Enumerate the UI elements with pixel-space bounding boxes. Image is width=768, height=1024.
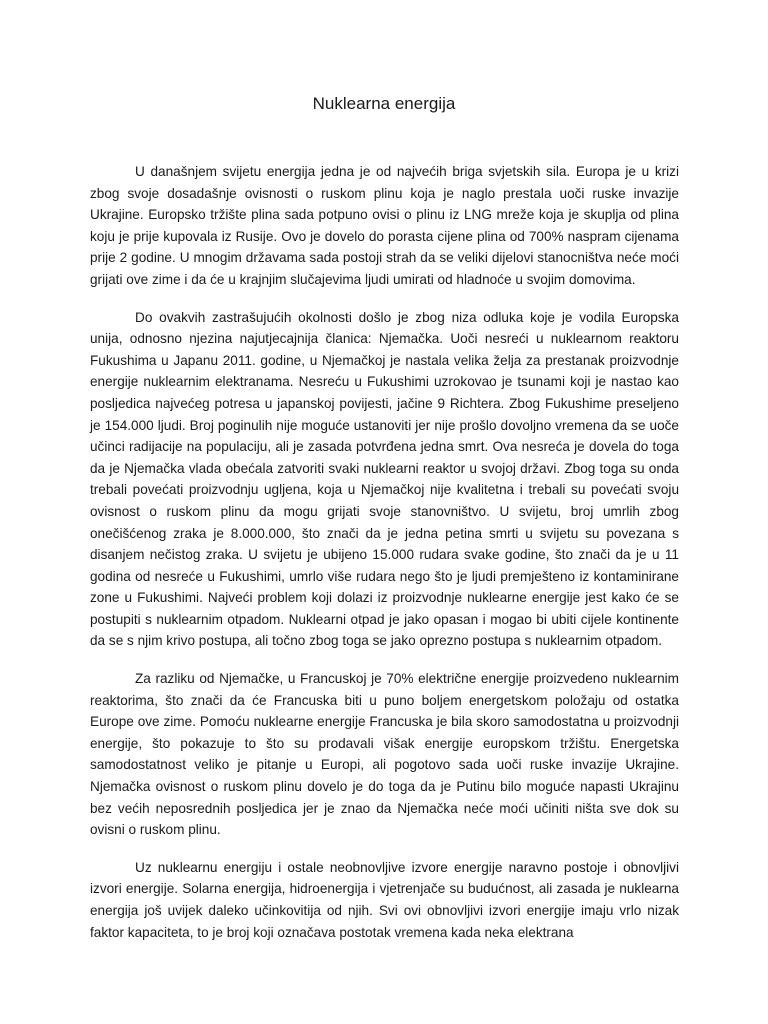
paragraph-4: Uz nuklearnu energiju i ostale neobnovljive izvore energije naravno postoje i obnovljivi izvori energije. Solarna energija, hidroenergija i vjetrenjače su budućnost, ali zasada je nuklearna energija još uvijek daleko učinkovitija od njih. Svi ovi obnovljivi izvori energije imaju vrlo nizak faktor kapaciteta, to je broj koji označava postotak vremena kada neka elektrana [90,859,679,940]
paragraph-1: U današnjem svijetu energija jedna je od najvećih briga svjetskih sila. Europa je u krizi zbog svoje dosadašnje ovisnosti o ruskom plinu koja je naglo prestala uoči ruske invazije Ukrajine. Europsko tržište plina sada potpuno ovisi o plinu iz LNG mreže koja je skuplja od plina koju je prije kupovala iz Rusije. Ovo je dovelo do porasta cijene plina od 700% naspram cijenama prije 2 godine. U mnogim državama sada postoji strah da se veliki dijelovi stanocništva neće moći grijati ove zime i da će u krajnjim slučajevima ljudi umirati od hladnoće u svojim domovima. [90,164,679,287]
paragraph-2: Do ovakvih zastrašujućih okolnosti došlo je zbog niza odluka koje je vodila Europska unija, odnosno njezina najutjecajnija članica: Njemačka. Uoči nesreći u nuklearnom reaktoru Fukushima u Japanu 2011. godine, u Njemačkoj je nastala velika želja za prestanak proizvodnje energije nuklearnim elektranama. Nesreću u Fukushimi uzrokovao je tsunami koji je nastao kao posljedica najvećeg potresa u japanskoj povijesti, jačine 9 Richtera. Zbog Fukushime preseljeno je 154.000 ljudi. Broj poginulih nije moguće ustanoviti jer nije prošlo dovoljno vremena da se uoče učinci radijacije na populaciju, ali je zasada potvrđena jedna smrt. Ova nesreća je dovela do toga da je Njemačka vlada obećala zatvoriti svaki nuklearni reaktor u svojoj državi. Zbog toga su onda trebali povećati proizvodnju ugljena, koja u Njemačkoj nije kvalitetna i trebali su povećati svoju ovisnost o ruskom plinu da mogu grijati svoje stanovništvo. U svijetu, broj umrlih zbog onečišćenog zraka je 8.000.000, što znači da je jedna petina smrti u svijetu su povezana s disanjem nečistog zraka. U svijetu je ubijeno 15.000 rudara svake godine, što znači da je u 11 godina od nesreće u Fukushimi, umrlo više rudara nego što je ljudi premješteno iz kontaminirane zone u Fukushimi. Najveći problem koji dolazi iz proizvodnje nuklearne energije jest kako će se postupiti s nuklearnim otpadom. Nuklearni otpad je jako opasan i mogao bi ubiti cijele kontinente da se s njim krivo postupa, ali točno zbog toga se jako oprezno postupa s nuklearnim otpadom. [90,309,679,649]
document-title: Nuklearna energija [312,94,456,113]
paragraph-3: Za razliku od Njemačke, u Francuskoj je 70% električne energije proizvedeno nuklearnim reaktorima, što znači da će Francuska biti u puno boljem energetskom položaju od ostatka Europe ove zime. Pomoću nuklearne energije Francuska je bila skoro samodostatna u proizvodnji energije, što pokazuje to što su prodavali višak energije europskom tržištu. Energetska samodostatnost veliko je pitanje u Europi, ali pogotovo sada uoči ruske invazije Ukrajine. Njemačka ovisnost o ruskom plinu dovelo je do toga da je Putinu bilo moguće napasti Ukrajinu bez većih neposrednih posljedica jer je znao da Njemačka neće moći učiniti ništa sve dok su ovisni o ruskom plinu. [90,671,679,838]
document-body [90,161,679,959]
